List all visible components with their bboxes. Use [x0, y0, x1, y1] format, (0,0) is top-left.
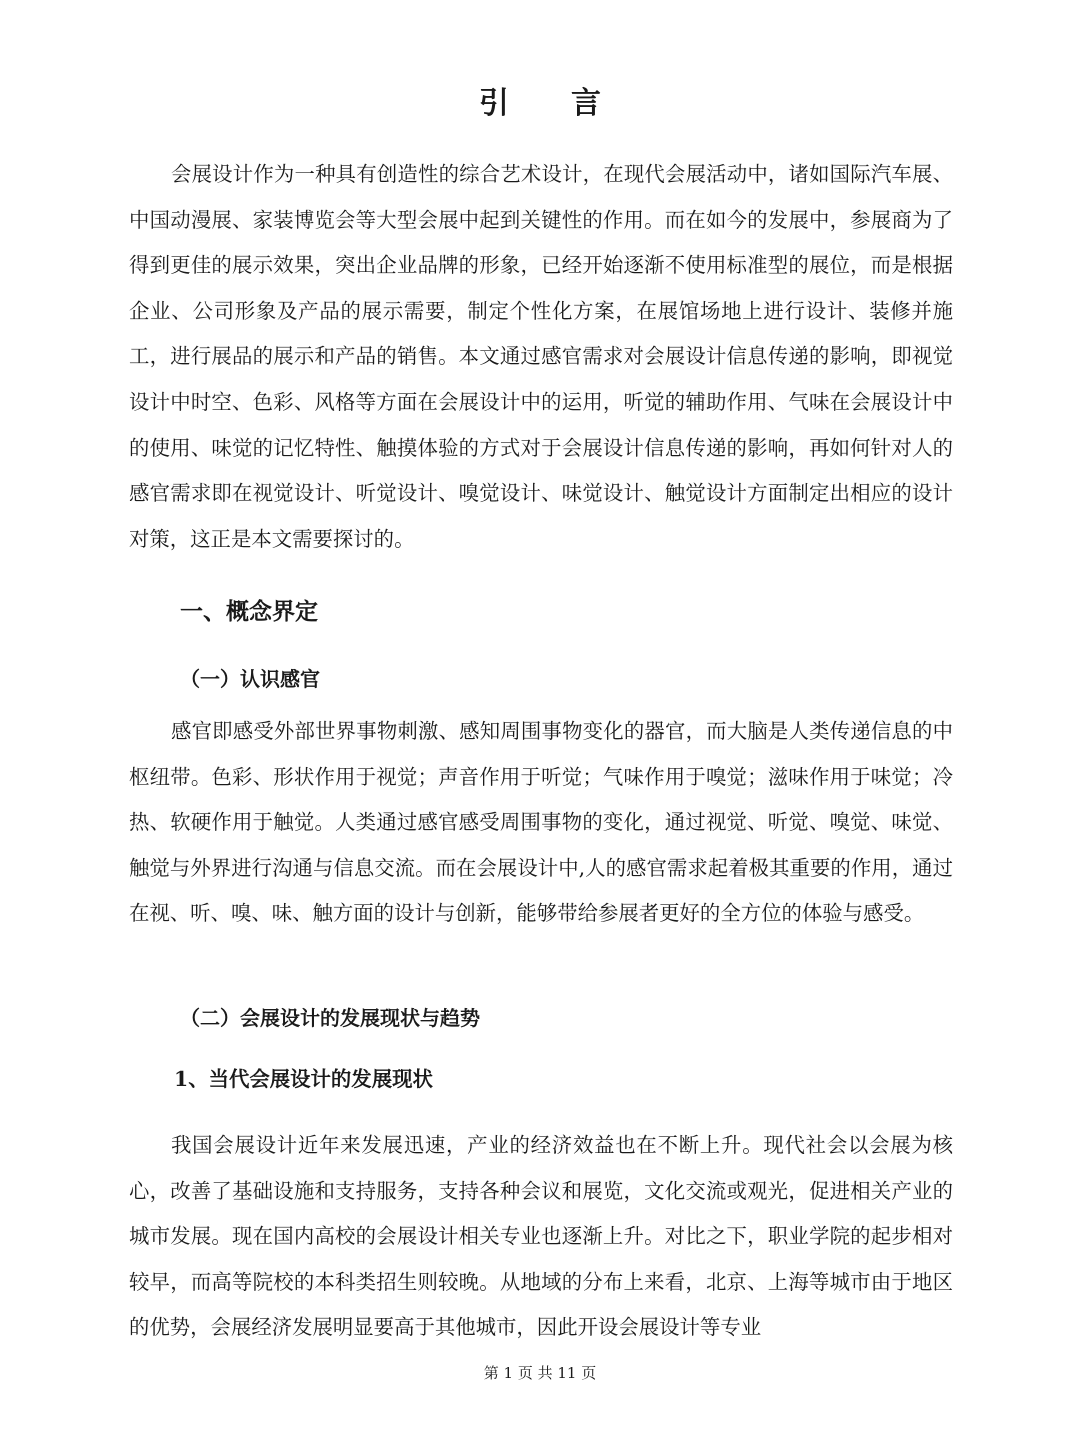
section-heading-concept: 一、概念界定 [180, 599, 318, 625]
senses-paragraph: 感官即感受外部世界事物刺激、感知周围事物变化的器官，而大脑是人类传递信息的中枢纽带。色彩、形状作用于视觉；声音作用于听觉；气味作用于嗅觉；滋味作用于味觉；冷热、软硬作用于触觉。人类通过感官感受周围事物的变化，通过视觉、听觉、嗅觉、味觉、触觉与外界进行沟通与信息交流。而在会展设计中,人的感官需求起着极其重要的作用，通过在视、听、嗅、味、触方面的设计与创新，能够带给参展者更好的全方位的体验与感受。 [129, 719, 953, 926]
subsection-heading-development: （二）会展设计的发展现状与趋势 [180, 1006, 480, 1030]
current-status-paragraph: 我国会展设计近年来发展迅速，产业的经济效益也在不断上升。现代社会以会展为核心，改善了基础设施和支持服务，支持各种会议和展览，文化交流或观光，促进相关产业的城市发展。现在国内高校的会展设计相关专业也逐渐上升。对比之下，职业学院的起步相对较早，而高等院校的本科类招生则较晚。从地域的分布上来看，北京、上海等城市由于地区的优势，会展经济发展明显要高于其他城市，因此开设会展设计等专业 [129, 1133, 953, 1340]
page-number-footer: 第 1 页 共 11 页 [483, 1364, 597, 1382]
page-title: 引言 [479, 86, 663, 121]
intro-paragraph: 会展设计作为一种具有创造性的综合艺术设计，在现代会展活动中，诸如国际汽车展、中国动漫展、家装博览会等大型会展中起到关键性的作用。而在如今的发展中，参展商为了得到更佳的展示效果，突出企业品牌的形象，已经开始逐渐不使用标准型的展位，而是根据企业、公司形象及产品的展示需要，制定个性化方案，在展馆场地上进行设计、装修并施工，进行展品的展示和产品的销售。本文通过感官需求对会展设计信息传递的影响，即视觉设计中时空、色彩、风格等方面在会展设计中的运用，听觉的辅助作用、气味在会展设计中的使用、味觉的记忆特性、触摸体验的方式对于会展设计信息传递的影响，再如何针对人的感官需求即在视觉设计、听觉设计、嗅觉设计、味觉设计、触觉设计方面制定出相应的设计对策，这正是本文需要探讨的。 [129, 162, 953, 551]
item-heading-current-status: 1、当代会展设计的发展现状 [174, 1067, 433, 1091]
subsection-heading-senses: （一）认识感官 [180, 667, 320, 691]
